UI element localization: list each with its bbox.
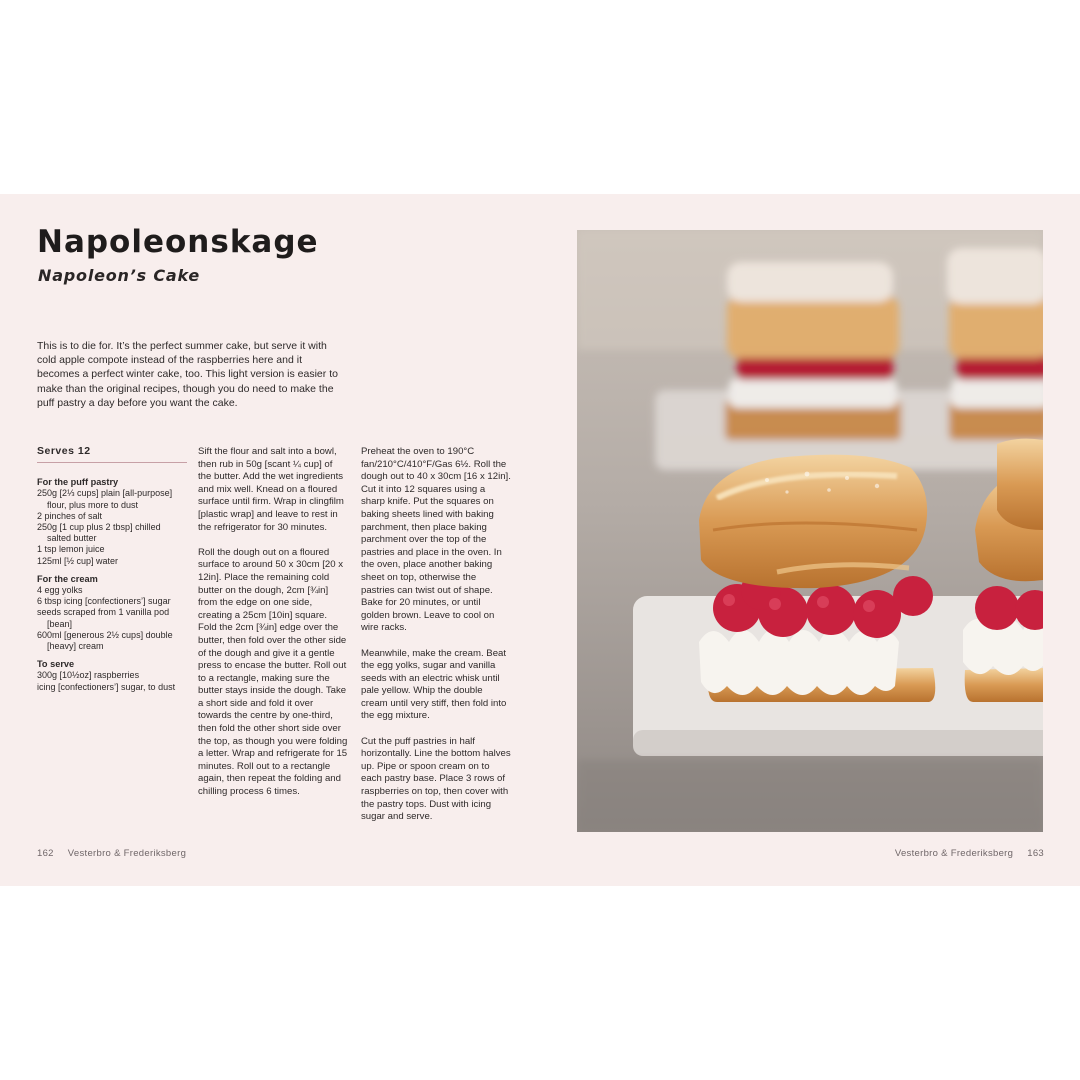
ingredient-group xyxy=(37,659,187,693)
method-paragraph: Preheat the oven to 190°C fan/210°C/410°F/Gas 6½. Roll the dough out to 40 x 30cm [16 x 12in]. Cut it into 12 squares using a sharp knife. Put the squares on baking sheets lined with baking parchment, then place baking parchment over the top of the pastries and place in the oven. In the oven, place another baking sheet on top, otherwise the pastries can twist out of shape. Bake for 20 minutes, or until golden brown. Leave to cool on wire racks. xyxy=(361,446,511,634)
recipe-intro: This is to die for. It’s the perfect summer cake, but serve it with cold apple compote instead of the raspberries here and it becomes a perfect winter cake, too. This light version is easier to make than the original recipes, though you do need to make the puff pastry a day before you want the cake. xyxy=(37,340,338,409)
ingredient-item: 600ml [generous 2½ cups] double [heavy] cream xyxy=(37,629,173,652)
ingredient-item: seeds scraped from 1 vanilla pod [bean] xyxy=(37,607,170,629)
ingredient-item: 250g [1 cup plus 2 tbsp] chilled salted butter xyxy=(37,522,161,544)
method-paragraph: Meanwhile, make the cream. Beat the egg yolks, sugar and vanilla seeds with an electric whisk until pale yellow. Whip the double cream until very stiff, then fold into the egg mixture. xyxy=(361,647,507,722)
ingredients-list xyxy=(37,477,187,693)
recipe-photo xyxy=(577,230,1043,832)
ingredient-item: icing [confectioners’] sugar, to dust xyxy=(37,681,176,692)
page-number-right: 163 xyxy=(1027,848,1044,859)
ingredient-item: 2 pinches of salt xyxy=(37,510,103,521)
ingredient-item: 125ml [½ cup] water xyxy=(37,555,119,566)
ingredient-item: 300g [10½oz] raspberries xyxy=(37,670,140,681)
section-name-left: Vesterbro & Frederiksberg xyxy=(67,848,187,859)
ingredients-column xyxy=(37,446,187,700)
ingredient-item: 6 tbsp icing [confectioners’] sugar xyxy=(37,596,171,607)
method-paragraph: Cut the puff pastries in half horizontally. Line the bottom halves up. Pipe or spoon cream on to each pastry base. Place 3 rows of raspberries on top, then cover with the pastry tops. Dust with icing sugar and serve. xyxy=(361,735,511,823)
footer-left xyxy=(37,848,186,859)
ingredient-item: 1 tsp lemon juice xyxy=(37,544,105,555)
page-number-left: 162 xyxy=(37,848,54,859)
ingredient-group xyxy=(37,477,187,567)
ingredient-group-heading: For the puff pastry xyxy=(37,477,119,488)
ingredient-item: 4 egg yolks xyxy=(37,585,83,596)
recipe-title: Napoleonskage xyxy=(37,224,319,260)
method-column-2 xyxy=(361,446,511,836)
method-paragraph: Sift the flour and salt into a bowl, then rub in 50g [scant ¼ cup] of the butter. Add the wet ingredients and mix well. Knead on a floured surface until firm. Wrap in clingfilm [plastic wrap] and leave to rest in the refrigerator for 30 minutes. xyxy=(198,446,344,533)
method-paragraph: Roll the dough out on a floured surface to around 50 x 30cm [20 x 12in]. Place the remaining cold butter on the dough, 2cm [¾in] from the edge on one side, creating a 25cm [10in] square. Fold the 2cm [¾in] edge over the butter, then fold over the other side of the dough and give it a gentle press to encase the butter. Roll out to a rectangle, making sure the butter stays inside the dough. Take a short side and fold it over towards the centre by one-third, then fold the other short side over the top, as though you were folding a letter. Wrap and refrigerate for 15 minutes. Roll out to a rectangle again, then repeat the folding and chilling process 6 times. xyxy=(198,546,348,798)
serves-label: Serves 12 xyxy=(37,446,187,463)
ingredient-group xyxy=(37,574,187,652)
ingredient-group-heading: For the cream xyxy=(37,573,98,584)
recipe-subtitle: Napoleon’s Cake xyxy=(38,266,200,285)
section-name-right: Vesterbro & Frederiksberg xyxy=(894,848,1014,859)
ingredient-item: 250g [2⅓ cups] plain [all-purpose] flour, plus more to dust xyxy=(37,488,173,510)
ingredient-group-heading: To serve xyxy=(37,659,75,670)
footer-right xyxy=(895,848,1044,859)
method-column-1 xyxy=(198,446,348,811)
napoleon-cake-image xyxy=(577,230,1043,832)
